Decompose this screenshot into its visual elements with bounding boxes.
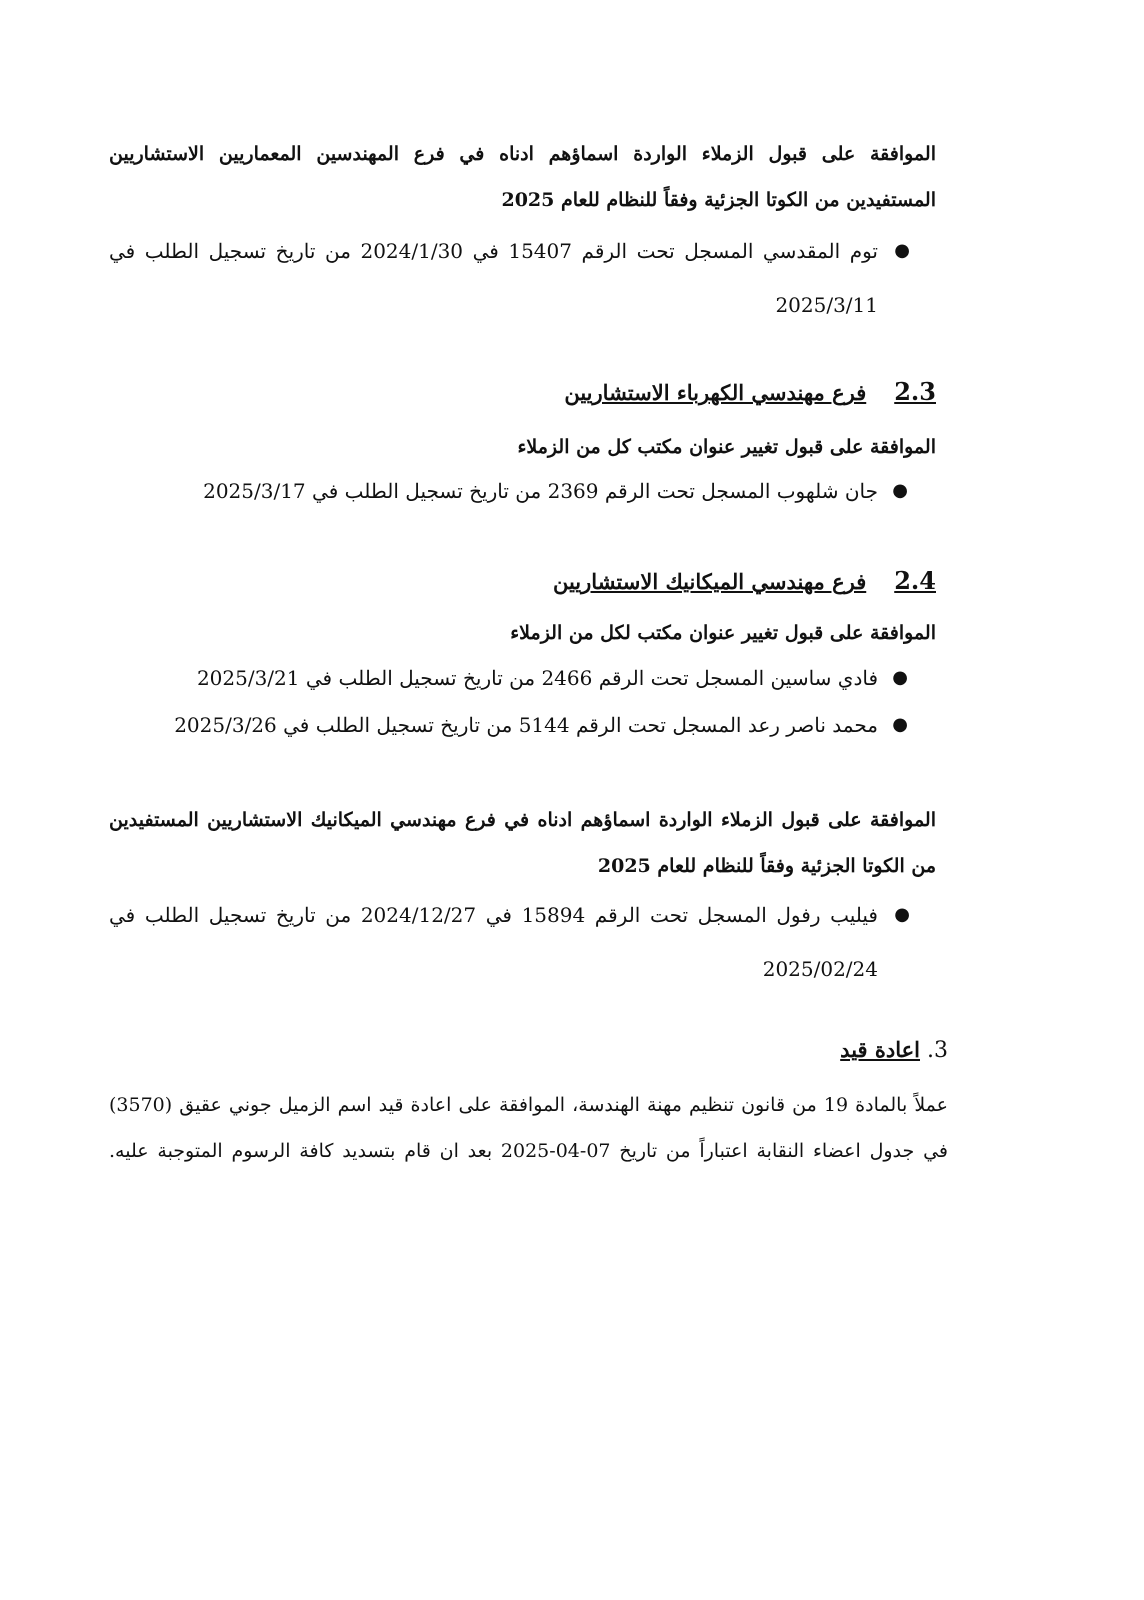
item-line: 2025/3/11 — [775, 293, 878, 317]
paragraph-line: عملاً بالمادة 19 من قانون تنظيم مهنة الهندسة، الموافقة على اعادة قيد اسم الزميل جوني عقيق (3570) — [109, 1094, 949, 1116]
mechanical-item — [196, 655, 908, 701]
mechanical-item — [174, 702, 908, 748]
statement-line: المستفيدين من الكوتا الجزئية وفقاً للنظام للعام 2025 — [501, 189, 936, 211]
mechanical-quota-statement — [109, 797, 936, 889]
mechanical-statement: الموافقة على قبول تغيير عنوان مكتب لكل من الزملاء — [510, 622, 936, 644]
item-text: جان شلهوب المسجل تحت الرقم 2369 من تاريخ تسجيل الطلب في 2025/3/17 — [203, 479, 878, 503]
section-title: اعادة قيد — [840, 1037, 920, 1062]
bullet-icon: ● — [892, 480, 908, 501]
statement-line: الموافقة على قبول الزملاء الواردة اسماؤهم ادناه في فرع المهندسين المعماريين الاستشاريين — [109, 143, 936, 165]
item-text: فادي ساسين المسجل تحت الرقم 2466 من تاريخ تسجيل الطلب في 2025/3/21 — [196, 666, 878, 690]
bullet-icon: ● — [894, 904, 910, 925]
item-line: فيليب رفول المسجل تحت الرقم 15894 في 2024/12/27 من تاريخ تسجيل الطلب في — [109, 903, 878, 927]
item-line: 2025/02/24 — [762, 957, 878, 981]
bullet-icon: ● — [892, 667, 908, 688]
bullet-icon: ● — [894, 240, 910, 261]
mechanical-quota-item — [109, 888, 910, 996]
architects-quota-statement — [109, 131, 936, 223]
item-text: محمد ناصر رعد المسجل تحت الرقم 5144 من تاريخ تسجيل الطلب في 2025/3/26 — [174, 713, 878, 737]
section-number: 2.4 — [894, 566, 936, 595]
bullet-icon: ● — [892, 714, 908, 735]
electrical-statement: الموافقة على قبول تغيير عنوان مكتب كل من الزملاء — [517, 436, 936, 458]
section-title: فرع مهندسي الكهرباء الاستشاريين — [564, 380, 867, 405]
section-heading-2-3 — [564, 377, 936, 406]
reinstatement-paragraph — [109, 1082, 948, 1174]
section-heading-3 — [840, 1037, 948, 1063]
architects-quota-item — [109, 224, 910, 332]
statement-line: من الكوتا الجزئية وفقاً للنظام للعام 2025 — [597, 855, 936, 877]
section-title: فرع مهندسي الميكانيك الاستشاريين — [552, 569, 867, 594]
item-line: توم المقدسي المسجل تحت الرقم 15407 في 2024/1/30 من تاريخ تسجيل الطلب في — [109, 239, 878, 263]
section-number: 3. — [927, 1038, 948, 1063]
statement-line: الموافقة على قبول الزملاء الواردة اسماؤهم ادناه في فرع مهندسي الميكانيك الاستشاريين المستفيدين — [109, 809, 936, 831]
section-number: 2.3 — [894, 377, 936, 406]
section-heading-2-4 — [553, 566, 936, 595]
paragraph-line: في جدول اعضاء النقابة اعتباراً من تاريخ 07-04-2025 بعد ان قام بتسديد كافة الرسوم المتوجبة عليه. — [109, 1140, 948, 1162]
electrical-item — [203, 468, 908, 514]
